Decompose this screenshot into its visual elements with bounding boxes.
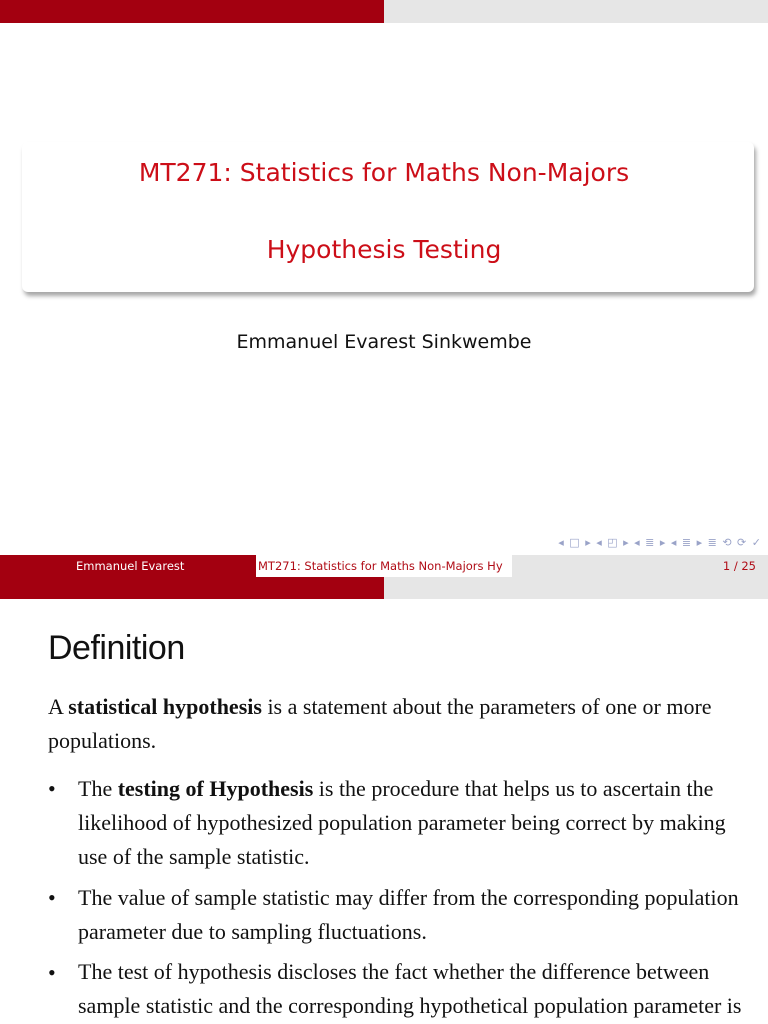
header-bar-grey — [384, 0, 768, 23]
footer-title: MT271: Statistics for Maths Non-Majors Hy — [258, 559, 503, 573]
header-bar-red — [0, 0, 384, 23]
footer-author: Emmanuel Evarest — [76, 559, 185, 573]
beamer-navigation-icons[interactable]: ◂ □ ▸ ◂ ◰ ▸ ◂ ≣ ▸ ◂ ≣ ▸ ≣ ⟲ ⟳ ✓ — [558, 536, 762, 549]
presentation-subtitle: Hypothesis Testing — [266, 235, 502, 264]
list-item: The value of sample statistic may differ from the corresponding population parameter due to sampling fluctuations. — [78, 885, 739, 944]
slide-heading: Definition — [48, 629, 185, 667]
bullet-icon: • — [48, 776, 56, 801]
bullet-icon: • — [48, 885, 56, 910]
term-statistical-hypothesis: statistical hypothesis — [68, 694, 262, 719]
term-testing-of-hypothesis: testing of Hypothesis — [117, 776, 314, 801]
list-item: The test of hypothesis discloses the fact whether the difference between sample statistic and the corresponding hypothetical population parameter is — [78, 959, 742, 1018]
bullet-icon: • — [48, 960, 56, 985]
intro-paragraph: A statistical hypothesis is a statement about the parameters of one or more populations. — [48, 694, 712, 753]
presentation-title: MT271: Statistics for Maths Non-Majors — [138, 158, 630, 187]
list-item: The testing of Hypothesis is the procedure that helps us to ascertain the likelihood of hypothesized population parameter being correct by making use of the sample statistic. — [78, 776, 726, 869]
page-number: 1 / 25 — [722, 559, 756, 573]
author-name: Emmanuel Evarest Sinkwembe — [236, 331, 532, 353]
